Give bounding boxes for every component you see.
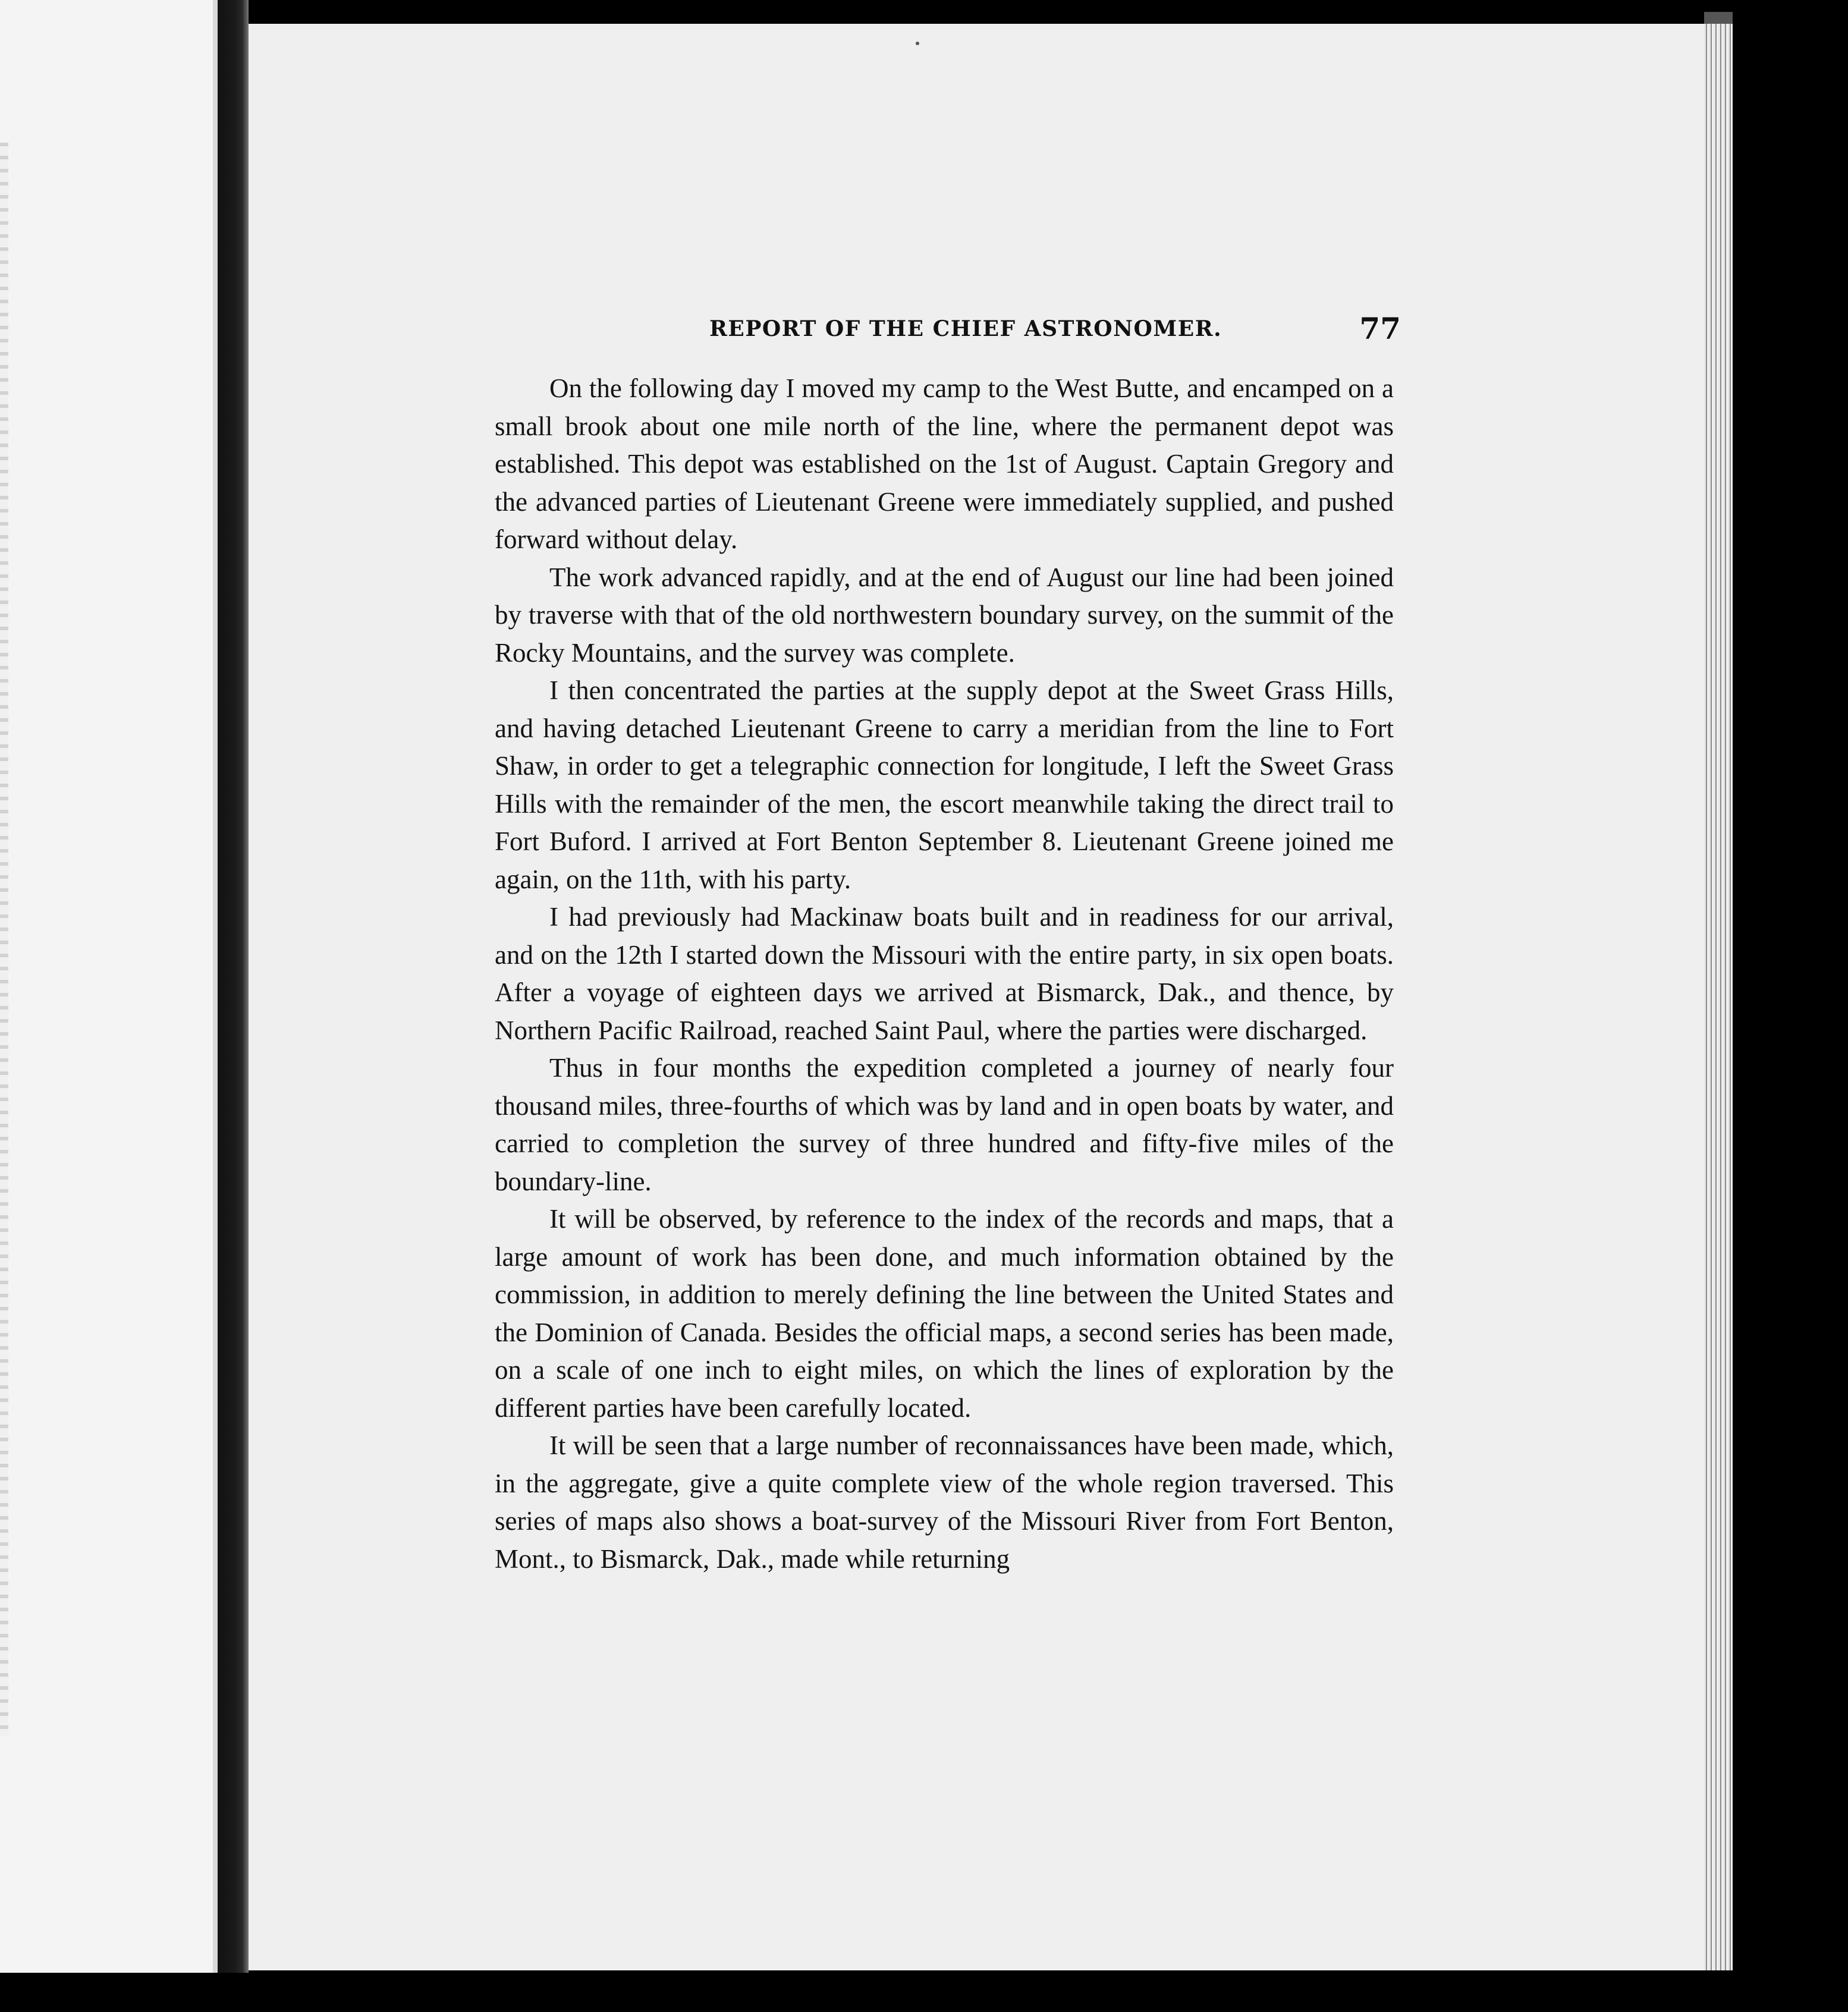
book-gutter [218, 0, 249, 1973]
scan-speck [916, 42, 919, 45]
paragraph: I then concentrated the parties at the supply depot at the Sweet Grass Hills, and having detached Lieutenant Greene to carry a meridian from the line to Fort Shaw, in order to get a telegraphic connection for longitude, I left the Sweet Grass Hills with the remainder of the men, the escort meanwhile taking the direct trail to Fort Buford. I arrived at Fort Benton September 8. Lieutenant Greene joined me again, on the 11th, with his party. [495, 675, 1394, 894]
running-header-title: REPORT OF THE CHIEF ASTRONOMER. [709, 316, 1222, 341]
paragraph: Thus in four months the expedition completed a journey of nearly four thousand miles, three-fourths of which was by land and in open boats by water, and carried to completion the survey of three hundred and fifty-five miles of the boundary-line. [495, 1053, 1394, 1196]
paragraph: On the following day I moved my camp to the West Butte, and encamped on a small brook about one mile north of the line, where the permanent depot was established. This depot was established on the 1st of August. Captain Gregory and the advanced parties of Lieutenant Greene were immediately supplied, and pushed forward without delay. [495, 373, 1394, 554]
page-number: 77 [1359, 311, 1401, 346]
paragraph: It will be seen that a large number of reconnaissances have been made, which, in the aggregate, give a quite complete view of the whole region traversed. This series of maps also shows a boat-survey of the Missouri River from Fort Benton, Mont., to Bismarck, Dak., made while returning [495, 1431, 1394, 1574]
left-page-edge [0, 0, 218, 1973]
page-fore-edge [1704, 24, 1733, 1970]
body-text [495, 370, 1394, 1578]
paragraph: It will be observed, by reference to the index of the records and maps, that a large amount of work has been done, and much information obtained by the commission, in addition to merely defining the line between the United States and the Dominion of Canada. Besides the official maps, a second series has been made, on a scale of one inch to eight miles, on which the lines of exploration by the different parties have been carefully located. [495, 1204, 1394, 1423]
paragraph: I had previously had Mackinaw boats built and in readiness for our arrival, and on the 12th I started down the Missouri with the entire party, in six open boats. After a voyage of eighteen days we arrived at Bismarck, Dak., and thence, by Northern Pacific Railroad, reached Saint Paul, where the parties were discharged. [495, 902, 1394, 1045]
running-header [709, 308, 1401, 356]
paragraph: The work advanced rapidly, and at the end of August our line had been joined by traverse with that of the old northwestern boundary survey, on the summit of the Rocky Mountains, and the survey was complete. [495, 562, 1394, 668]
fore-edge-top [1704, 12, 1733, 24]
left-page-edge-marks [0, 143, 8, 1736]
